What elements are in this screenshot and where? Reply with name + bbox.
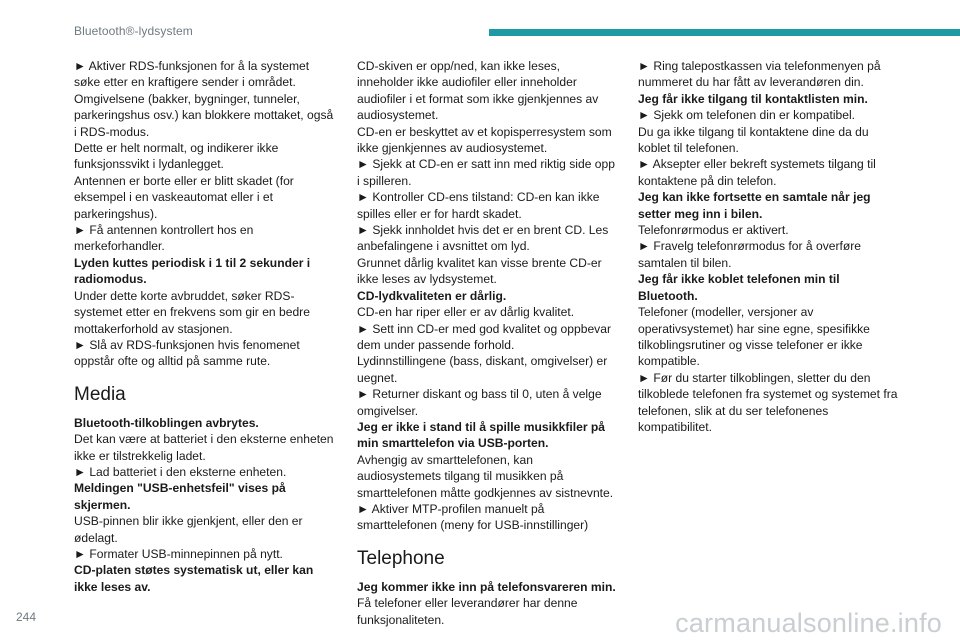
paragraph: ► Kontroller CD-ens tilstand: CD-en kan ikke spilles eller er for hardt skadet.	[357, 190, 600, 221]
paragraph: ► Før du starter tilkoblingen, sletter du den tilkoblede telefonen fra systemet og systemet fra telefonen, slik at du ser telefonenes kompatibilitet.	[638, 370, 898, 434]
paragraph: Omgivelsene (bakker, bygninger, tunneler, parkeringshus osv.) kan blokkere mottaket, også i RDS-modus.	[74, 91, 334, 139]
question-heading: Bluetooth-tilkoblingen avbrytes.	[74, 415, 259, 430]
paragraph: USB-pinnen blir ikke gjenkjent, eller den er ødelagt.	[74, 514, 303, 545]
paragraph: Det kan være at batteriet i den eksterne enheten ikke er tilstrekkelig ladet.	[74, 432, 334, 463]
text-column-2	[357, 58, 619, 628]
paragraph: ► Aksepter eller bekreft systemets tilgang til kontaktene på din telefon.	[638, 157, 876, 188]
question-heading: Jeg er ikke i stand til å spille musikkfiler på min smarttelefon via USB-porten.	[357, 419, 606, 451]
header-accent-bar	[489, 29, 960, 36]
paragraph: ► Slå av RDS-funksjonen hvis fenomenet oppstår ofte og alltid på samme rute.	[74, 337, 300, 369]
paragraph: CD-en har riper eller er av dårlig kvalitet.	[357, 305, 575, 320]
page-number: 244	[16, 610, 37, 624]
watermark-text: carmanualsonline.info	[675, 608, 942, 638]
question-heading: Meldingen "USB-enhetsfeil" vises på skjermen.	[74, 481, 286, 512]
question-heading: Jeg kommer ikke inn på telefonsvareren min.	[357, 579, 616, 594]
text-column-3	[638, 58, 900, 435]
section-heading: Telephone	[357, 547, 445, 569]
paragraph: Du ga ikke tilgang til kontaktene dine da du koblet til telefonen.	[638, 124, 869, 156]
paragraph: ► Fravelg telefonrørmodus for å overføre samtalen til bilen.	[638, 239, 862, 270]
paragraph: Få telefoner eller leverandører har denne funksjonaliteten.	[357, 596, 578, 627]
question-heading: Lyden kuttes periodisk i 1 til 2 sekunder i radiomodus.	[74, 255, 311, 287]
question-heading: CD-lydkvaliteten er dårlig.	[357, 288, 507, 303]
question-heading: Jeg kan ikke fortsette en samtale når jeg setter meg inn i bilen.	[638, 190, 871, 221]
paragraph: ► Aktiver RDS-funksjonen for å la systemet søke etter en kraftigere sender i området.	[74, 59, 310, 90]
paragraph: Grunnet dårlig kvalitet kan visse brente CD-er ikke leses av lydsystemet.	[357, 255, 602, 287]
paragraph: Dette er helt normalt, og indikerer ikke funksjonssvikt i lydanlegget.	[74, 141, 279, 172]
paragraph: ► Sjekk innholdet hvis det er en brent CD. Les anbefalingene i avsnittet om lyd.	[357, 223, 609, 254]
question-heading: Jeg får ikke koblet telefonen min til Bluetooth.	[638, 272, 840, 303]
text-column-1	[74, 58, 336, 595]
running-header-title: Bluetooth®-lydsystem	[74, 24, 193, 38]
paragraph: ► Sjekk om telefonen din er kompatibel.	[638, 108, 856, 123]
paragraph: Avhengig av smarttelefonen, kan audiosystemets tilgang til musikken på smarttelefonen måtte godkjennes av sistnevnte.	[357, 452, 614, 500]
section-heading: Media	[74, 383, 126, 405]
paragraph: ► Returner diskant og bass til 0, uten å velge omgivelser.	[357, 387, 602, 418]
paragraph: ► Sett inn CD-er med god kvalitet og oppbevar dem under passende forhold.	[357, 321, 611, 352]
paragraph: Telefoner (modeller, versjoner av operativsystemet) har sine egne, spesifikke tilkoblingsrutiner og visse telefoner er ikke kompatible.	[638, 305, 870, 369]
paragraph: ► Få antennen kontrollert hos en merkeforhandler.	[74, 223, 254, 254]
paragraph: ► Aktiver MTP-profilen manuelt på smarttelefonen (meny for USB-innstillinger)	[357, 501, 589, 533]
paragraph: Under dette korte avbruddet, søker RDS-systemet etter en frekvens som gir en bedre mottakerforhold av stasjonen.	[74, 288, 310, 336]
paragraph: Telefonrørmodus er aktivert.	[638, 223, 789, 238]
paragraph: CD-skiven er opp/ned, kan ikke leses, inneholder ikke audiofiler eller inneholder audiofiler i et format som ikke gjenkjennes av audiosystemet.	[357, 59, 599, 123]
paragraph: ► Formater USB-minnepinnen på nytt.	[74, 546, 283, 561]
paragraph: Lydinnstillingene (bass, diskant, omgivelser) er uegnet.	[357, 354, 608, 385]
paragraph: ► Ring talepostkassen via telefonmenyen på nummeret du har fått av leverandøren din.	[638, 59, 881, 90]
question-heading: Jeg får ikke tilgang til kontaktlisten min.	[638, 91, 868, 106]
paragraph: ► Lad batteriet i den eksterne enheten.	[74, 464, 287, 479]
question-heading: CD-platen støtes systematisk ut, eller kan ikke leses av.	[74, 563, 314, 594]
paragraph: ► Sjekk at CD-en er satt inn med riktig side opp i spilleren.	[357, 157, 615, 188]
paragraph: Antennen er borte eller er blitt skadet (for eksempel i en vaskeautomat eller i et parkeringshus).	[74, 173, 294, 221]
paragraph: CD-en er beskyttet av et kopisperresystem som ikke gjenkjennes av audiosystemet.	[357, 124, 612, 156]
